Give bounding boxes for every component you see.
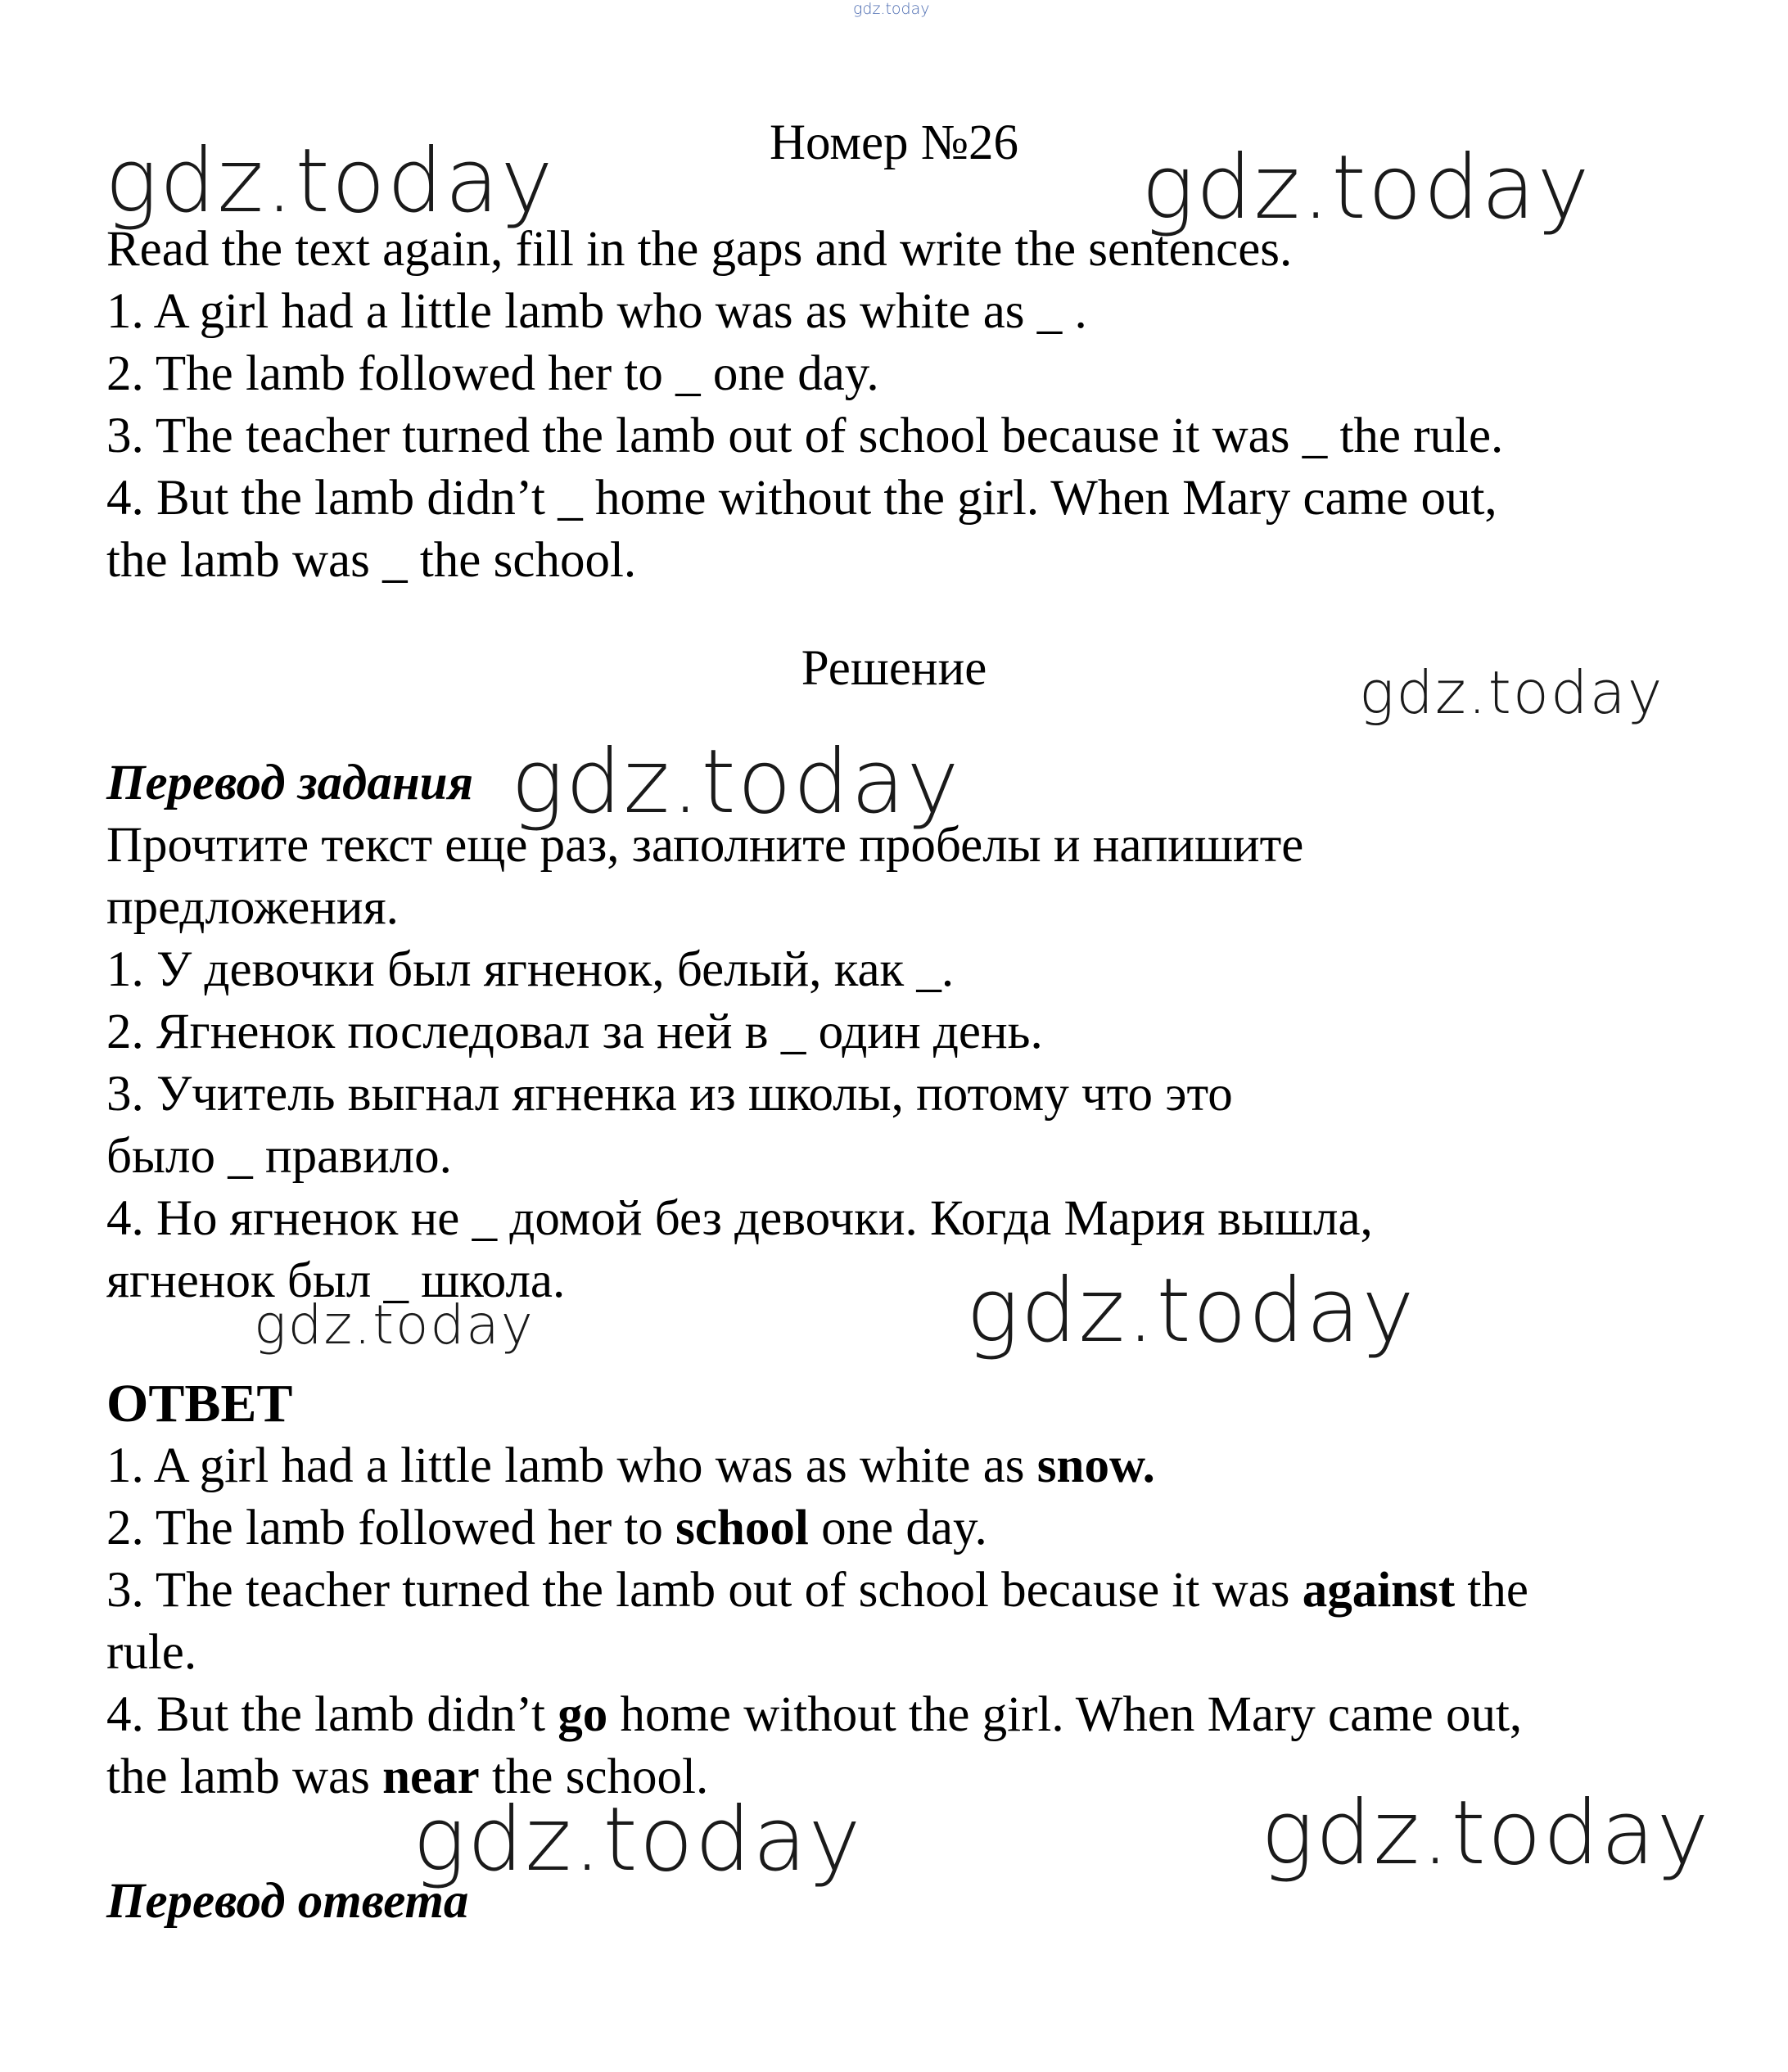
task-line-5: the lamb was _ the school. [106, 533, 637, 588]
answer-line-5-tail: home without the girl. When Mary came out, [607, 1687, 1523, 1742]
translation-task-heading: Перевод задания [106, 756, 474, 810]
answer-line-5 [106, 1687, 1523, 1742]
watermark: gdz.today [413, 1789, 863, 1891]
translation-answer-heading: Перевод ответа [106, 1874, 469, 1929]
answer-line-2 [106, 1503, 987, 1553]
answer-line-6-text: the lamb was [106, 1749, 383, 1804]
task-line-2: 2. The lamb followed her to _ one day. [106, 346, 879, 401]
answer-word-4: go [558, 1687, 608, 1742]
answer-line-6-tail: the school. [479, 1749, 709, 1804]
answer-line-4: rule. [106, 1625, 197, 1680]
watermark: gdz.today [1141, 137, 1592, 239]
watermark: gdz.today [966, 1260, 1416, 1362]
answer-line-3-tail: the [1455, 1563, 1528, 1618]
watermark: gdz.today [1359, 658, 1664, 727]
answer-word-2: school [675, 1501, 809, 1555]
translation-line-6: было _ правило. [106, 1129, 452, 1184]
translation-line-1: Прочтите текст еще раз, заполните пробелы и напишите [106, 818, 1304, 873]
answer-line-3 [106, 1563, 1528, 1618]
watermark: gdz.today [1261, 1782, 1711, 1885]
translation-line-7: 4. Но ягненок не _ домой без девочки. Когда Мария вышла, [106, 1191, 1373, 1246]
watermark: gdz.today [105, 130, 555, 232]
translation-line-2: предложения. [106, 880, 399, 935]
answer-word-5: near [382, 1749, 480, 1804]
answer-line-1-text: 1. A girl had a little lamb who was as white as [106, 1438, 1037, 1493]
task-instruction: Read the text again, fill in the gaps and write the sentences. [106, 222, 1293, 277]
answer-line-2-tail: one day. [808, 1501, 987, 1555]
page-title: Номер №26 [769, 115, 1019, 170]
answer-heading: ОТВЕТ [106, 1374, 293, 1433]
watermark: gdz.today [511, 731, 961, 833]
solution-title: Решение [801, 641, 987, 696]
translation-line-4: 2. Ягненок последовал за ней в _ один день. [106, 1004, 1043, 1059]
task-line-3: 3. The teacher turned the lamb out of school because it was _ the rule. [106, 409, 1504, 463]
answer-line-1 [106, 1438, 1155, 1493]
answer-word-1: snow. [1036, 1438, 1155, 1493]
answer-line-2-text: 2. The lamb followed her to [106, 1501, 676, 1555]
translation-line-8: ягненок был _ школа. [106, 1253, 566, 1308]
watermark-top: gdz.today [853, 0, 930, 18]
translation-line-5: 3. Учитель выгнал ягненка из школы, потому что это [106, 1067, 1233, 1122]
watermark: gdz.today [254, 1293, 535, 1357]
answer-word-3: against [1302, 1563, 1456, 1618]
answer-line-3-text: 3. The teacher turned the lamb out of school because it was [106, 1563, 1303, 1618]
task-line-4: 4. But the lamb didn’t _ home without the girl. When Mary came out, [106, 471, 1497, 526]
answer-line-5-text: 4. But the lamb didn’t [106, 1687, 558, 1742]
translation-line-3: 1. У девочки был ягненок, белый, как _. [106, 942, 955, 997]
task-line-1: 1. A girl had a little lamb who was as white as _ . [106, 284, 1087, 339]
